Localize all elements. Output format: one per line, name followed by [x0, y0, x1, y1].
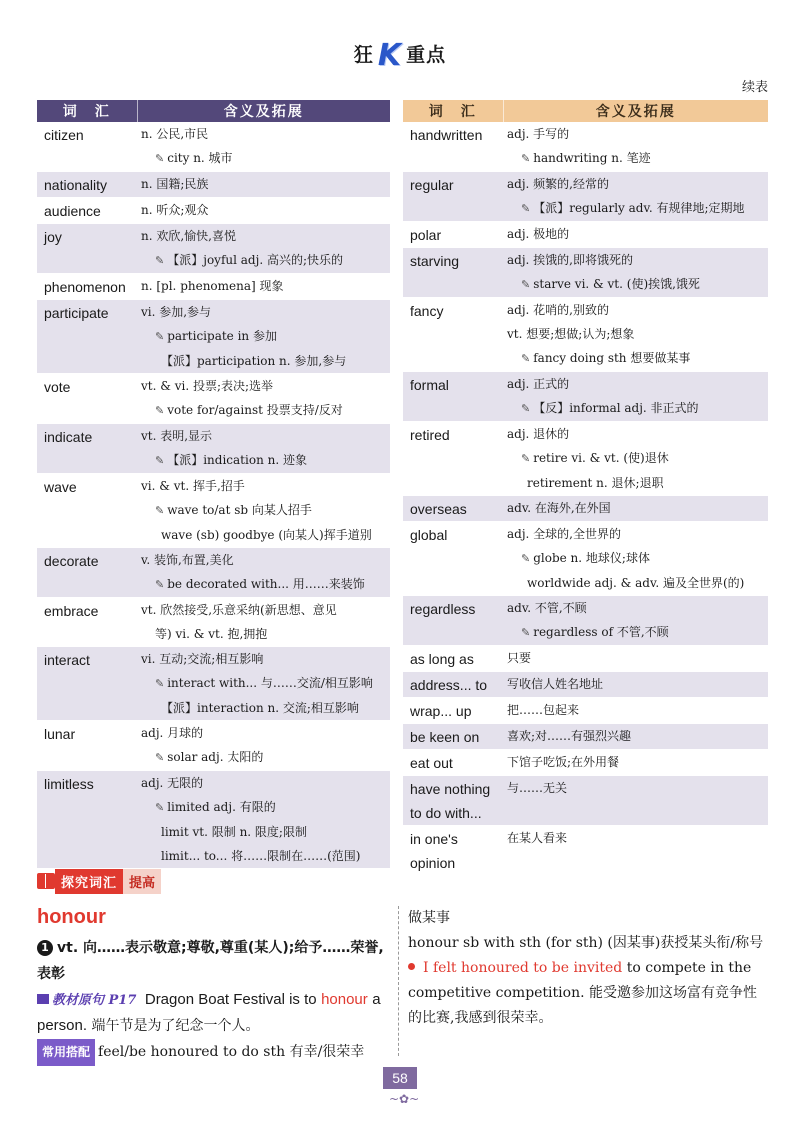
table-row: [37, 721, 390, 771]
example-cn: 端午节是为了纪念一个人。: [91, 1018, 260, 1034]
word-cell: fancy: [403, 298, 503, 372]
meaning-line: [141, 745, 390, 770]
word-cell: handwritten: [403, 122, 503, 172]
meaning-line: [507, 620, 768, 645]
meaning-text: retire vi. & vt. (使)退休: [533, 451, 669, 465]
table-row: [403, 172, 768, 222]
bullet-rest: to compete in the competitive competition.: [408, 960, 752, 1001]
collocation-tag: 常用搭配: [37, 1039, 95, 1066]
word-cell: as long as: [403, 646, 503, 672]
meaning-line: [141, 122, 390, 146]
meaning-text: 【派】participation n. 参加,参与: [161, 354, 347, 368]
meaning-text: n. 欢欣,愉快,喜悦: [141, 229, 236, 243]
textbook-icon: [37, 994, 49, 1004]
meaning-text: vi. 参加,参与: [141, 305, 212, 319]
page-ornament-icon: ~✿~: [389, 1092, 420, 1106]
meaning-text: handwriting n. 笔迹: [533, 151, 651, 165]
meaning-line: [507, 826, 768, 850]
meaning-cell: [503, 172, 768, 222]
collocation-2: 做某事: [408, 910, 450, 926]
meaning-text: 等) vi. & vt. 抱,拥抱: [155, 627, 268, 641]
table-row: [403, 776, 768, 826]
meaning-text: fancy doing sth 想要做某事: [533, 351, 691, 365]
word-cell: embrace: [37, 598, 137, 647]
word-cell: eat out: [403, 750, 503, 776]
word-cell: formal: [403, 372, 503, 422]
meaning-text: wave (sb) goodbye (向某人)挥手道别: [161, 528, 372, 542]
meaning-line: [507, 596, 768, 620]
table-row: [403, 672, 768, 698]
example-pre: Dragon Boat Festival is to: [144, 991, 317, 1008]
meaning-line: [507, 522, 768, 546]
meaning-cell: [503, 222, 768, 248]
table-row: [403, 646, 768, 672]
meaning-text: 【派】interaction n. 交流;相互影响: [161, 701, 359, 715]
sense-text: vt. 向……表示敬意;尊敬,尊重(某人);给予……荣誉,表彰: [37, 940, 384, 982]
source-example: [37, 987, 387, 1039]
pencil-icon: ✎: [155, 578, 165, 591]
meaning-line: [507, 698, 768, 722]
meaning-line: [507, 248, 768, 272]
meaning-cell: [137, 548, 390, 598]
meaning-cell: [503, 826, 768, 876]
meaning-line: [141, 795, 390, 820]
meaning-text: worldwide adj. & adv. 遍及全世界(的): [527, 576, 745, 590]
meaning-line: [141, 548, 390, 572]
pencil-icon: ✎: [521, 402, 531, 415]
example-post: a person.: [37, 991, 381, 1034]
section-banner: [37, 869, 161, 893]
meaning-text: n. 听众;观众: [141, 203, 209, 217]
meaning-line: [141, 146, 390, 171]
meaning-line: [141, 696, 390, 720]
word-cell: audience: [37, 198, 137, 224]
pencil-icon: ✎: [155, 751, 165, 764]
meaning-text: n. 公民,市民: [141, 127, 209, 141]
word-cell: retired: [403, 422, 503, 496]
meaning-line: [141, 474, 390, 498]
example-bullet: [408, 956, 768, 1031]
meaning-text: adv. 在海外,在外国: [507, 501, 611, 515]
word-cell: lunar: [37, 721, 137, 771]
meaning-cell: [503, 596, 768, 646]
meaning-line: [507, 471, 768, 495]
table-row: [37, 122, 390, 172]
page-title: [0, 38, 800, 73]
meaning-line: [507, 372, 768, 396]
table-row: [403, 372, 768, 422]
table-row: [403, 222, 768, 248]
meaning-text: vi. 互动;交流;相互影响: [141, 652, 264, 666]
table-row: [403, 698, 768, 724]
meaning-text: adj. 极地的: [507, 227, 570, 241]
meaning-cell: [503, 724, 768, 750]
source-tag: [37, 988, 136, 1013]
pencil-icon: ✎: [521, 626, 531, 639]
meaning-line: [141, 374, 390, 398]
col-header-meaning: 含义及拓展: [503, 100, 768, 122]
collocation: [37, 1039, 387, 1066]
table-row: [37, 548, 390, 598]
word-cell: indicate: [37, 424, 137, 474]
word-cell: overseas: [403, 496, 503, 522]
meaning-cell: [137, 300, 390, 374]
pencil-icon: ✎: [155, 504, 165, 517]
col-header-word: 词 汇: [403, 100, 503, 122]
table-row: [37, 198, 390, 224]
meaning-text: starve vi. & vt. (使)挨饿,饿死: [533, 277, 700, 291]
book-icon: [37, 873, 55, 889]
meaning-line: [141, 224, 390, 248]
word-cell: decorate: [37, 548, 137, 598]
meaning-text: 只要: [507, 651, 532, 665]
study-right-column: [408, 906, 768, 1031]
meaning-text: v. 装饰,布置,美化: [141, 553, 234, 567]
meaning-line: [141, 671, 390, 696]
bullet-cn: 能受邀参加这场富有竞争性的比赛,我感到很荣幸。: [408, 985, 757, 1026]
meaning-cell: [137, 374, 390, 424]
table-row: [403, 248, 768, 298]
title-prefix: 狂: [353, 44, 374, 66]
table-row: [403, 422, 768, 496]
col-header-word: 词 汇: [37, 100, 137, 122]
meaning-cell: [503, 372, 768, 422]
meaning-cell: [137, 771, 390, 869]
meaning-line: [141, 248, 390, 273]
word-cell: starving: [403, 248, 503, 298]
word-cell: be keen on: [403, 724, 503, 750]
table-row: [403, 496, 768, 522]
meaning-line: [141, 721, 390, 745]
meaning-line: [141, 398, 390, 423]
word-cell: in one's opinion: [403, 826, 503, 876]
table-row: [37, 647, 390, 721]
meaning-cell: [503, 496, 768, 522]
meaning-cell: [503, 422, 768, 496]
meaning-line: [141, 572, 390, 597]
meaning-line: [141, 324, 390, 349]
pencil-icon: ✎: [521, 552, 531, 565]
meaning-line: [141, 771, 390, 795]
meaning-line: [507, 346, 768, 371]
meaning-text: adj. 退休的: [507, 427, 570, 441]
table-row: [403, 750, 768, 776]
meaning-text: adj. 无限的: [141, 776, 204, 790]
meaning-cell: [137, 424, 390, 474]
meaning-text: globe n. 地球仪;球体: [533, 551, 650, 565]
meaning-cell: [137, 647, 390, 721]
meaning-line: [507, 172, 768, 196]
meaning-text: be decorated with... 用……来装饰: [167, 577, 365, 591]
meaning-line: [141, 498, 390, 523]
meaning-line: [141, 598, 390, 622]
meaning-cell: [503, 522, 768, 596]
table-row: [37, 274, 390, 300]
meaning-line: [507, 724, 768, 748]
meaning-cell: [503, 672, 768, 698]
pencil-icon: ✎: [155, 254, 165, 267]
meaning-cell: [137, 721, 390, 771]
meaning-cell: [503, 248, 768, 298]
meaning-text: vi. & vt. 挥手,招手: [141, 479, 245, 493]
meaning-line: [507, 196, 768, 221]
meaning-text: adj. 全球的,全世界的: [507, 527, 622, 541]
section-badge: 提高: [123, 869, 161, 894]
meaning-line: [507, 750, 768, 774]
continued-label: 续表: [741, 80, 768, 95]
meaning-line: [507, 298, 768, 322]
pencil-icon: ✎: [155, 677, 165, 690]
meaning-text: vt. 欣然接受,乐意采纳(新思想、意见: [141, 603, 337, 617]
meaning-cell: [503, 122, 768, 172]
meaning-line: [141, 844, 390, 868]
word-cell: regardless: [403, 596, 503, 646]
pencil-icon: ✎: [155, 454, 165, 467]
table-row: [403, 596, 768, 646]
meaning-text: vt. & vi. 投票;表决;选举: [141, 379, 274, 393]
column-divider: [398, 906, 399, 1056]
meaning-line: [507, 446, 768, 471]
table-row: [403, 724, 768, 750]
pencil-icon: ✎: [155, 152, 165, 165]
meaning-text: retirement n. 退休;退职: [527, 476, 664, 490]
table-row: [37, 172, 390, 198]
meaning-text: city n. 城市: [167, 151, 233, 165]
meaning-line: [507, 396, 768, 421]
meaning-text: adj. 挨饿的,即将饿死的: [507, 253, 634, 267]
meaning-line: [507, 272, 768, 297]
collocation-3: honour sb with sth (for sth) (因某事)获授某头衔/称号: [408, 935, 764, 951]
bullet-highlight: I felt honoured to be invited: [423, 960, 623, 976]
table-row: [403, 522, 768, 596]
meaning-cell: [503, 698, 768, 724]
meaning-line: [507, 546, 768, 571]
meaning-text: 写收信人姓名地址: [507, 677, 604, 691]
meaning-text: 与……无关: [507, 781, 568, 795]
table-row: [37, 374, 390, 424]
word-cell: vote: [37, 374, 137, 424]
headword: honour: [37, 906, 106, 928]
meaning-cell: [137, 598, 390, 647]
meaning-text: vote for/against 投票支持/反对: [167, 403, 343, 417]
source-tag-text: 教材原句 P17: [52, 993, 137, 1008]
word-cell: citizen: [37, 122, 137, 172]
meaning-cell: [503, 298, 768, 372]
collocation-1: feel/be honoured to do sth 有幸/很荣幸: [98, 1044, 365, 1060]
pencil-icon: ✎: [521, 452, 531, 465]
word-cell: nationality: [37, 172, 137, 198]
title-suffix: 重点: [406, 44, 447, 66]
word-cell: polar: [403, 222, 503, 248]
meaning-line: [141, 448, 390, 473]
meaning-cell: [137, 172, 390, 198]
vocab-table-left: [37, 100, 390, 869]
pencil-icon: ✎: [155, 404, 165, 417]
meaning-text: wave to/at sb 向某人招手: [167, 503, 312, 517]
meaning-line: [141, 820, 390, 844]
meaning-line: [141, 172, 390, 196]
pencil-icon: ✎: [521, 278, 531, 291]
word-cell: phenomenon: [37, 274, 137, 300]
meaning-line: [507, 646, 768, 670]
word-cell: address... to: [403, 672, 503, 698]
pencil-icon: ✎: [521, 202, 531, 215]
pencil-icon: ✎: [155, 330, 165, 343]
table-row: [37, 424, 390, 474]
word-cell: joy: [37, 224, 137, 274]
meaning-line: [141, 300, 390, 324]
meaning-text: 【反】informal adj. 非正式的: [533, 401, 699, 415]
meaning-text: 【派】indication n. 迹象: [167, 453, 307, 467]
table-row: [37, 300, 390, 374]
meaning-line: [507, 571, 768, 595]
meaning-text: vt. 表明,显示: [141, 429, 213, 443]
word-cell: regular: [403, 172, 503, 222]
meaning-cell: [503, 776, 768, 826]
table-row: [403, 122, 768, 172]
meaning-text: participate in 参加: [167, 329, 277, 343]
table-row: [403, 826, 768, 876]
meaning-text: adj. 月球的: [141, 726, 204, 740]
table-row: [37, 598, 390, 647]
table-row: [37, 224, 390, 274]
meaning-text: adv. 不管,不顾: [507, 601, 587, 615]
meaning-text: limited adj. 有限的: [167, 800, 276, 814]
table-row: [403, 298, 768, 372]
meaning-line: [507, 322, 768, 346]
meaning-line: [141, 198, 390, 222]
meaning-line: [141, 622, 390, 646]
meaning-text: solar adj. 太阳的: [167, 750, 264, 764]
meaning-cell: [503, 646, 768, 672]
meaning-text: adj. 频繁的,经常的: [507, 177, 610, 191]
word-cell: global: [403, 522, 503, 596]
pencil-icon: ✎: [521, 152, 531, 165]
meaning-text: adj. 花哨的,别致的: [507, 303, 610, 317]
word-cell: wave: [37, 474, 137, 548]
page-number: 58: [383, 1067, 417, 1089]
meaning-text: interact with... 与……交流/相互影响: [167, 676, 373, 690]
meaning-line: [507, 496, 768, 520]
col-header-meaning: 含义及拓展: [137, 100, 390, 122]
meaning-line: [141, 349, 390, 373]
table-row: [37, 771, 390, 869]
sense-definition: [37, 935, 387, 987]
title-k-letter: K: [377, 38, 403, 73]
meaning-line: [141, 523, 390, 547]
meaning-text: n. [pl. phenomena] 现象: [141, 279, 284, 293]
meaning-text: 在某人看来: [507, 831, 568, 845]
meaning-line: [141, 647, 390, 671]
meaning-text: 【派】regularly adv. 有规律地;定期地: [533, 201, 745, 215]
meaning-text: regardless of 不管,不顾: [533, 625, 669, 639]
meaning-line: [507, 776, 768, 800]
meaning-text: adj. 正式的: [507, 377, 570, 391]
example-highlight: honour: [321, 991, 368, 1008]
meaning-text: n. 国籍;民族: [141, 177, 209, 191]
meaning-text: limit... to... 将……限制在……(范围): [161, 849, 361, 863]
pencil-icon: ✎: [521, 352, 531, 365]
word-cell: participate: [37, 300, 137, 374]
meaning-cell: [503, 750, 768, 776]
bullet-icon: [408, 963, 415, 970]
meaning-line: [507, 222, 768, 246]
vocab-table-right: [403, 100, 768, 876]
meaning-line: [507, 146, 768, 171]
word-cell: limitless: [37, 771, 137, 869]
meaning-text: vt. 想要;想做;认为;想象: [507, 327, 635, 341]
section-label: 探究词汇: [55, 869, 123, 894]
meaning-line: [507, 422, 768, 446]
meaning-text: 【派】joyful adj. 高兴的;快乐的: [167, 253, 343, 267]
meaning-cell: [137, 224, 390, 274]
meaning-line: [507, 122, 768, 146]
word-cell: wrap... up: [403, 698, 503, 724]
meaning-cell: [137, 122, 390, 172]
sense-number: 1: [37, 940, 53, 956]
study-left-column: [37, 906, 387, 1066]
meaning-cell: [137, 274, 390, 300]
table-row: [37, 474, 390, 548]
meaning-cell: [137, 474, 390, 548]
word-cell: interact: [37, 647, 137, 721]
word-cell: have nothing to do with...: [403, 776, 503, 826]
meaning-text: 喜欢;对……有强烈兴趣: [507, 729, 632, 743]
meaning-line: [141, 274, 390, 298]
meaning-text: 下馆子吃饭;在外用餐: [507, 755, 620, 769]
pencil-icon: ✎: [155, 801, 165, 814]
meaning-cell: [137, 198, 390, 224]
meaning-text: limit vt. 限制 n. 限度;限制: [161, 825, 307, 839]
meaning-line: [141, 424, 390, 448]
meaning-line: [507, 672, 768, 696]
meaning-text: adj. 手写的: [507, 127, 570, 141]
meaning-text: 把……包起来: [507, 703, 580, 717]
